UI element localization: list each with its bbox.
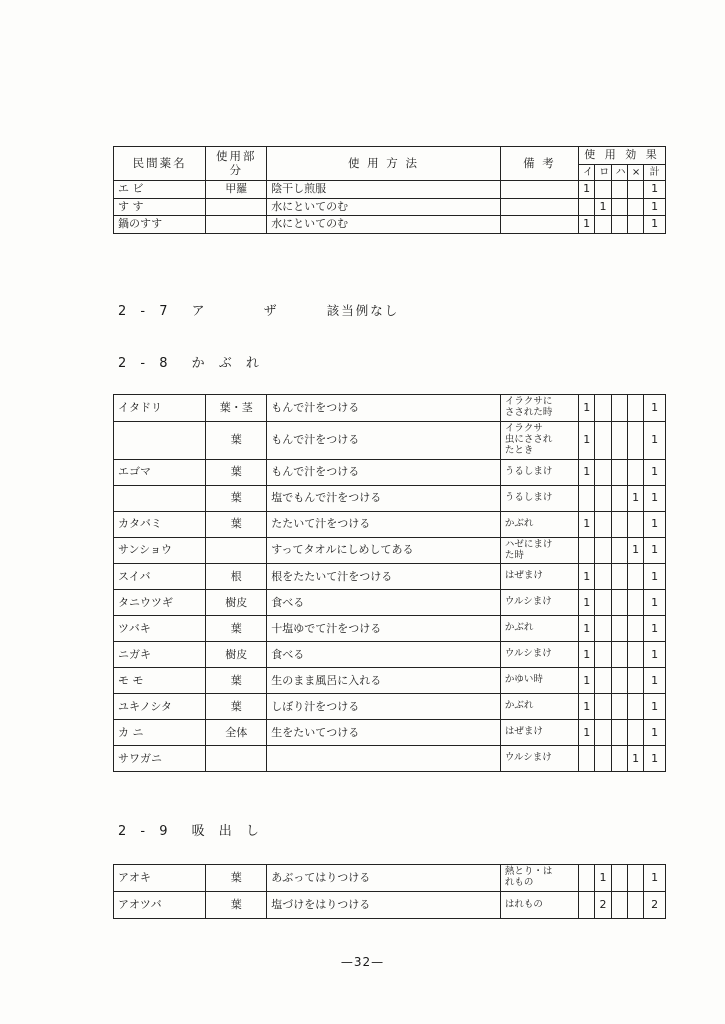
cell-name: 鍋のすす	[114, 216, 206, 234]
cell-effect-ha	[611, 421, 627, 459]
cell-effect-total: 1	[644, 720, 666, 746]
table-row	[114, 892, 666, 919]
cell-method	[267, 746, 501, 772]
cell-part: 葉	[206, 485, 267, 511]
cell-effect-total: 1	[644, 421, 666, 459]
cell-note: かぶれ	[500, 511, 578, 537]
cell-part: 葉・茎	[206, 395, 267, 422]
cell-effect-ro	[595, 485, 611, 511]
cell-effect-x	[627, 865, 643, 892]
cell-effect-ha	[611, 865, 627, 892]
section-title: か ぶ れ	[191, 356, 264, 371]
table-row	[114, 720, 666, 746]
cell-method: 食べる	[267, 590, 501, 616]
cell-name: サワガニ	[114, 746, 206, 772]
cell-effect-total: 1	[644, 537, 666, 564]
cell-effect-i	[579, 865, 595, 892]
cell-part: 根	[206, 564, 267, 590]
header-effect-ro: ロ	[595, 164, 611, 181]
cell-note: はれもの	[500, 892, 578, 919]
cell-note: 熱とり・は れもの	[500, 865, 578, 892]
table-row	[114, 590, 666, 616]
cell-effect-x	[627, 395, 643, 422]
cell-effect-total: 1	[644, 511, 666, 537]
cell-effect-ro	[595, 642, 611, 668]
cell-effect-ha	[611, 746, 627, 772]
cell-method: 水にといてのむ	[267, 216, 501, 234]
cell-effect-x: 1	[627, 537, 643, 564]
cell-effect-ha	[611, 395, 627, 422]
header-effect-total: 計	[644, 164, 666, 181]
cell-effect-total: 1	[644, 865, 666, 892]
table-row	[114, 459, 666, 485]
table-row	[114, 694, 666, 720]
cell-effect-i	[579, 746, 595, 772]
cell-effect-total: 2	[644, 892, 666, 919]
cell-effect-ro: 2	[595, 892, 611, 919]
cell-note: うるしまけ	[500, 485, 578, 511]
cell-effect-ro	[595, 421, 611, 459]
header-method: 使 用 方 法	[267, 147, 501, 181]
cell-effect-ha	[611, 720, 627, 746]
cell-method: しぼり汁をつける	[267, 694, 501, 720]
table-one-container	[113, 146, 666, 234]
cell-effect-total: 1	[644, 616, 666, 642]
cell-effect-x: 1	[627, 485, 643, 511]
cell-name: ユキノシタ	[114, 694, 206, 720]
cell-effect-ha	[611, 198, 627, 216]
cell-effect-ha	[611, 642, 627, 668]
cell-method: もんで汁をつける	[267, 459, 501, 485]
cell-effect-ro	[595, 564, 611, 590]
cell-part: 葉	[206, 459, 267, 485]
cell-effect-total: 1	[644, 485, 666, 511]
cell-effect-x	[627, 511, 643, 537]
cell-effect-total: 1	[644, 746, 666, 772]
cell-name: ニガキ	[114, 642, 206, 668]
cell-effect-i: 1	[579, 511, 595, 537]
cell-name: サンショウ	[114, 537, 206, 564]
cell-name: カタバミ	[114, 511, 206, 537]
cell-method: 塩づけをはりつける	[267, 892, 501, 919]
cell-effect-ha	[611, 537, 627, 564]
cell-effect-ro	[595, 694, 611, 720]
cell-name: アオキ	[114, 865, 206, 892]
cell-effect-ha	[611, 590, 627, 616]
table-row	[114, 485, 666, 511]
cell-effect-ro: 1	[595, 198, 611, 216]
cell-method: 生をたいてつける	[267, 720, 501, 746]
cell-effect-i: 1	[579, 616, 595, 642]
cell-effect-total: 1	[644, 198, 666, 216]
cell-name: タニウツギ	[114, 590, 206, 616]
header-note: 備 考	[500, 147, 578, 181]
cell-method: もんで汁をつける	[267, 395, 501, 422]
cell-method: 陰干し煎服	[267, 181, 501, 199]
cell-name: エ ビ	[114, 181, 206, 199]
cell-name: エゴマ	[114, 459, 206, 485]
cell-method: すってタオルにしめしてある	[267, 537, 501, 564]
cell-effect-i: 1	[579, 642, 595, 668]
cell-effect-ro	[595, 459, 611, 485]
cell-name: ツバキ	[114, 616, 206, 642]
cell-part: 全体	[206, 720, 267, 746]
cell-effect-i: 1	[579, 564, 595, 590]
cell-effect-ro	[595, 590, 611, 616]
cell-note: かぶれ	[500, 694, 578, 720]
cell-note	[500, 181, 578, 199]
cell-effect-x	[627, 590, 643, 616]
table-row	[114, 216, 666, 234]
page-number: —32—	[340, 955, 385, 969]
cell-effect-total: 1	[644, 564, 666, 590]
table-row	[114, 198, 666, 216]
cell-part: 葉	[206, 668, 267, 694]
cell-name: カ ニ	[114, 720, 206, 746]
cell-effect-i: 1	[579, 694, 595, 720]
cell-effect-ro	[595, 616, 611, 642]
cell-effect-ha	[611, 511, 627, 537]
cell-effect-x	[627, 642, 643, 668]
cell-note: うるしまけ	[500, 459, 578, 485]
section-note: 該当例なし	[326, 303, 400, 318]
table-row	[114, 746, 666, 772]
cell-effect-x	[627, 720, 643, 746]
cell-part: 樹皮	[206, 642, 267, 668]
cell-part	[206, 746, 267, 772]
section-heading-2-8	[118, 352, 264, 371]
cell-effect-x	[627, 668, 643, 694]
folk-medicine-table-1	[113, 146, 666, 234]
cell-part	[206, 537, 267, 564]
cell-note: イラクサに さされた時	[500, 395, 578, 422]
cell-effect-x: 1	[627, 746, 643, 772]
cell-effect-total: 1	[644, 590, 666, 616]
cell-effect-i: 1	[579, 216, 595, 234]
cell-effect-ro	[595, 746, 611, 772]
cell-effect-i: 1	[579, 421, 595, 459]
cell-effect-x	[627, 216, 643, 234]
cell-effect-ro	[595, 395, 611, 422]
cell-note: ウルシまけ	[500, 590, 578, 616]
cell-part: 樹皮	[206, 590, 267, 616]
section-number: 2 - 7	[118, 304, 173, 319]
cell-effect-i: 1	[579, 181, 595, 199]
section-number: 2 - 8	[118, 356, 173, 371]
cell-note: ハゼにまけ た時	[500, 537, 578, 564]
table-three-container	[113, 864, 666, 919]
cell-method: 食べる	[267, 642, 501, 668]
cell-effect-i	[579, 892, 595, 919]
cell-method: 十塩ゆでて汁をつける	[267, 616, 501, 642]
cell-effect-ha	[611, 216, 627, 234]
table-row	[114, 421, 666, 459]
cell-part: 葉	[206, 616, 267, 642]
section-heading-2-7	[118, 300, 399, 319]
cell-effect-i	[579, 485, 595, 511]
cell-effect-x	[627, 198, 643, 216]
cell-effect-ro	[595, 216, 611, 234]
cell-method: 塩でもんで汁をつける	[267, 485, 501, 511]
cell-method: たたいて汁をつける	[267, 511, 501, 537]
cell-note: ウルシまけ	[500, 642, 578, 668]
cell-part: 葉	[206, 892, 267, 919]
cell-effect-total: 1	[644, 216, 666, 234]
cell-note: はぜまけ	[500, 564, 578, 590]
header-effect-ha: ハ	[611, 164, 627, 181]
section-title: 吸 出 し	[191, 824, 264, 839]
cell-effect-ro: 1	[595, 865, 611, 892]
cell-effect-ha	[611, 694, 627, 720]
cell-part: 葉	[206, 421, 267, 459]
table-row	[114, 395, 666, 422]
cell-effect-ha	[611, 564, 627, 590]
cell-part	[206, 216, 267, 234]
header-effect-x: ×	[627, 164, 643, 181]
cell-note: ウルシまけ	[500, 746, 578, 772]
cell-effect-ro	[595, 720, 611, 746]
table-row	[114, 511, 666, 537]
cell-effect-i	[579, 537, 595, 564]
cell-effect-x	[627, 616, 643, 642]
cell-name: スイバ	[114, 564, 206, 590]
cell-method: 生のまま風呂に入れる	[267, 668, 501, 694]
header-name: 民間薬名	[114, 147, 206, 181]
cell-effect-total: 1	[644, 395, 666, 422]
cell-effect-ha	[611, 459, 627, 485]
section-number: 2 - 9	[118, 824, 173, 839]
table-row	[114, 616, 666, 642]
table-row	[114, 668, 666, 694]
cell-note: はぜまけ	[500, 720, 578, 746]
cell-effect-ro	[595, 511, 611, 537]
cell-effect-total: 1	[644, 642, 666, 668]
cell-note: かぶれ	[500, 616, 578, 642]
cell-effect-i: 1	[579, 590, 595, 616]
table-row	[114, 865, 666, 892]
cell-part	[206, 198, 267, 216]
section-heading-2-9	[118, 820, 264, 839]
table-row	[114, 642, 666, 668]
cell-effect-ha	[611, 485, 627, 511]
cell-part: 甲羅	[206, 181, 267, 199]
cell-method: 水にといてのむ	[267, 198, 501, 216]
cell-part: 葉	[206, 694, 267, 720]
cell-effect-x	[627, 421, 643, 459]
cell-note	[500, 216, 578, 234]
cell-effect-i: 1	[579, 720, 595, 746]
cell-note: イラクサ 虫にさされ たとき	[500, 421, 578, 459]
cell-effect-i	[579, 198, 595, 216]
header-part: 使用部分	[206, 147, 267, 181]
cell-effect-total: 1	[644, 668, 666, 694]
table-row	[114, 181, 666, 199]
cell-name: イタドリ	[114, 395, 206, 422]
cell-note	[500, 198, 578, 216]
cell-name	[114, 421, 206, 459]
cell-effect-i: 1	[579, 459, 595, 485]
cell-effect-ro	[595, 181, 611, 199]
table-row	[114, 564, 666, 590]
cell-effect-x	[627, 892, 643, 919]
cell-effect-total: 1	[644, 459, 666, 485]
cell-effect-ro	[595, 668, 611, 694]
cell-part: 葉	[206, 865, 267, 892]
cell-name: モ モ	[114, 668, 206, 694]
cell-part: 葉	[206, 511, 267, 537]
cell-note: かゆい時	[500, 668, 578, 694]
section-title: ア ザ	[191, 304, 282, 319]
cell-effect-ha	[611, 668, 627, 694]
cell-effect-ha	[611, 616, 627, 642]
header-effect: 使 用 効 果	[579, 147, 666, 165]
cell-effect-i: 1	[579, 668, 595, 694]
cell-effect-total: 1	[644, 181, 666, 199]
table-row	[114, 537, 666, 564]
table-two-container	[113, 394, 666, 772]
cell-name	[114, 485, 206, 511]
cell-effect-i: 1	[579, 395, 595, 422]
cell-effect-x	[627, 694, 643, 720]
cell-effect-ha	[611, 892, 627, 919]
cell-name: アオツバ	[114, 892, 206, 919]
cell-effect-x	[627, 459, 643, 485]
cell-effect-total: 1	[644, 694, 666, 720]
cell-effect-ha	[611, 181, 627, 199]
cell-effect-ro	[595, 537, 611, 564]
cell-method: あぶってはりつける	[267, 865, 501, 892]
cell-effect-x	[627, 181, 643, 199]
table-header-row	[114, 147, 666, 165]
folk-medicine-table-3	[113, 864, 666, 919]
header-effect-i: イ	[579, 164, 595, 181]
cell-effect-x	[627, 564, 643, 590]
folk-medicine-table-2	[113, 394, 666, 772]
cell-name: す す	[114, 198, 206, 216]
cell-method: もんで汁をつける	[267, 421, 501, 459]
cell-method: 根をたたいて汁をつける	[267, 564, 501, 590]
